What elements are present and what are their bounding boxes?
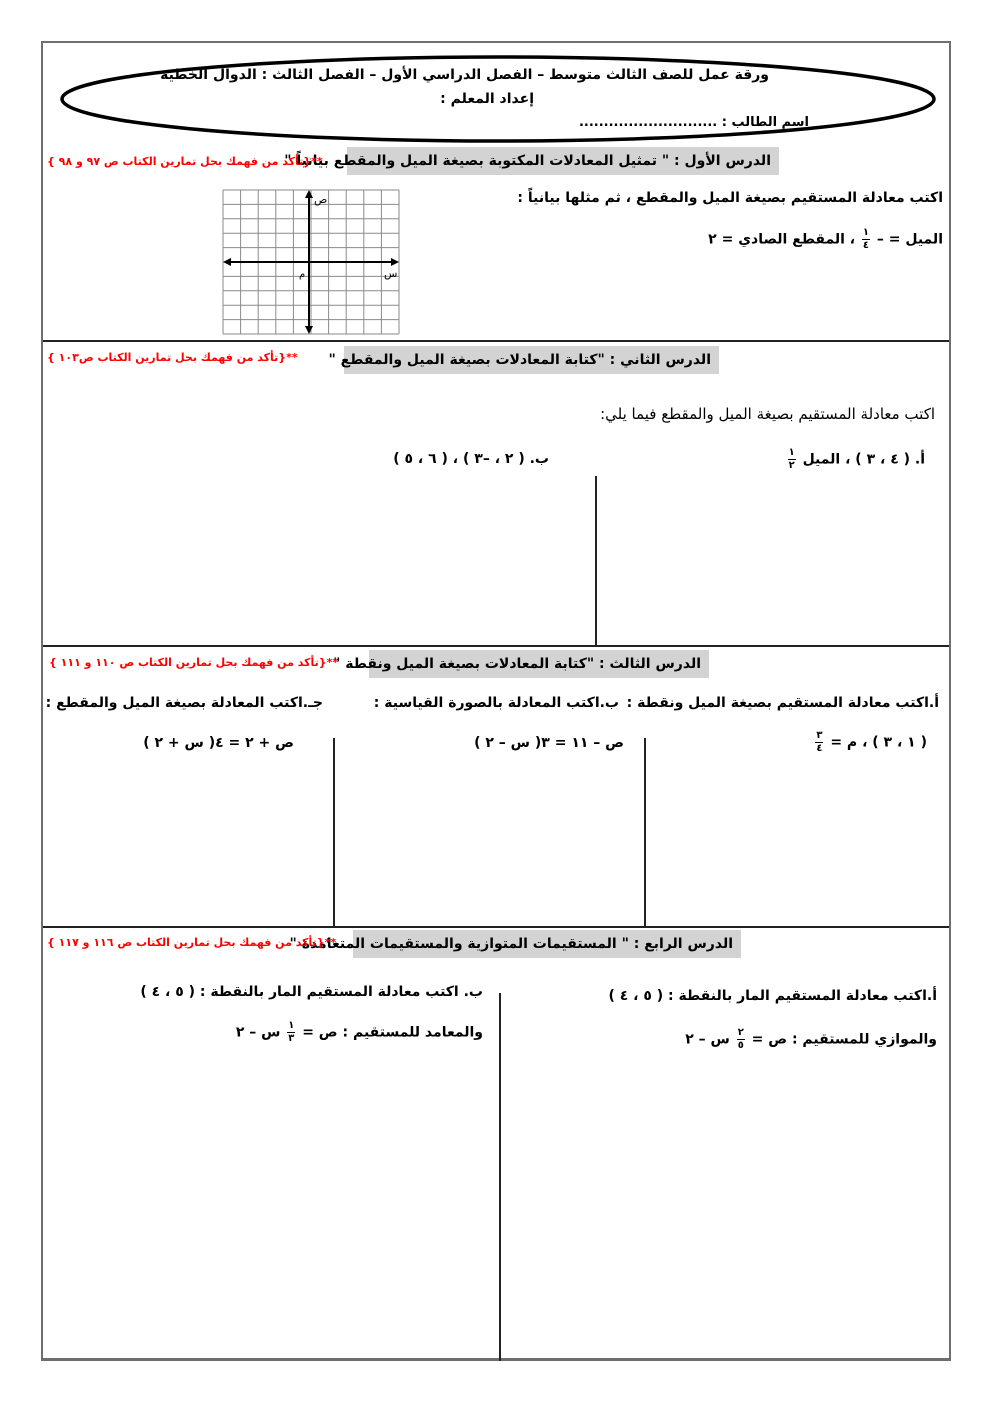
lesson-1-givens — [708, 228, 943, 251]
lesson-4-part-b-eq: والمعامد للمستقيم : ص = $\frac{١}{٣}$ س – ٢ — [235, 1020, 483, 1044]
lesson-3-divider-left — [333, 738, 335, 928]
lesson-4-hint: **{تأكد من فهمك بحل تمارين الكتاب ص ١١٦ و ١١٧ } — [47, 936, 337, 949]
lesson-3-divider-right — [644, 738, 646, 928]
lesson-3-part-a-eq: ( ١ ، ٣ ) ، م = $\frac{٣}{٤}$ — [816, 730, 927, 754]
student-name-dots: ............................ — [578, 115, 718, 130]
x-axis-arrow-right — [391, 258, 399, 266]
lesson-2-title: الدرس الثاني : "كتابة المعادلات بصيغة الميل والمقطع " — [344, 346, 719, 374]
teacher-label: إعداد المعلم : — [440, 91, 534, 107]
divider-lesson-2 — [43, 645, 949, 647]
slope-fraction: $\frac{١}{٤}$ — [862, 227, 870, 251]
lesson-3-part-c-eq: ص + ٢ = ٤( س + ٢ ) — [143, 735, 294, 751]
intercept-text: ، المقطع الصادي = ٢ — [708, 231, 856, 248]
origin-label: م — [299, 269, 306, 280]
lesson-2-column-divider — [595, 476, 597, 646]
lesson-2-part-a: أ. ( ٤ ، ٣ ) ، الميل $\frac{١}{٢}$ — [788, 447, 925, 471]
lesson-1-instruction: اكتب معادلة المستقيم بصيغة الميل والمقطع ، ثم مثلها بيانياً : — [517, 190, 943, 206]
lesson-3-title: الدرس الثالث : "كتابة المعادلات بصيغة الميل ونقطة " — [369, 650, 709, 678]
lesson-3-hint: **{تأكد من فهمك بحل تمارين الكتاب ص ١١٠ و ١١١ } — [49, 656, 339, 669]
y-axis-arrow-up — [305, 190, 313, 198]
lesson-4-part-a-eq: والموازي للمستقيم : ص = $\frac{٢}{٥}$ س – ٢ — [685, 1027, 937, 1051]
student-name-label: اسم الطالب : — [721, 115, 809, 130]
lesson-2-instruction: اكتب معادلة المستقيم بصيغة الميل والمقطع فيما يلي: — [600, 405, 935, 423]
worksheet-page — [41, 41, 951, 1361]
y-axis-label: ص — [314, 193, 328, 206]
lesson-4-title: الدرس الرابع : " المستقيمات المتوازية والمستقيمات المتعامدة " — [353, 930, 741, 958]
part-a-slope-fraction: $\frac{١}{٢}$ — [788, 447, 795, 471]
lesson-3-part-c-label: جـ.اكتب المعادلة بصيغة الميل والمقطع : — [45, 695, 323, 711]
divider-lesson-1 — [43, 340, 949, 342]
x-axis-label: س — [384, 267, 398, 280]
lesson-3-part-b-label: ب.اكتب المعادلة بالصورة القياسية : — [373, 695, 619, 711]
worksheet-title: ورقة عمل للصف الثالث متوسط – الفصل الدراسي الأول – الفصل الثالث : الدوال الخطية — [160, 67, 769, 83]
lesson-3-part-b-eq: ص – ١١ = ٣( س – ٢ ) — [474, 735, 624, 751]
coordinate-grid[interactable] — [221, 189, 401, 335]
lesson-4-part-b-label: ب. اكتب معادلة المستقيم المار بالنقطة : ( ٥ ، ٤ ) — [140, 984, 483, 1000]
lesson-3-part-a-label: أ.اكتب معادلة المستقيم بصيغة الميل ونقطة : — [626, 695, 939, 711]
y-axis-arrow-down — [305, 326, 313, 334]
lesson-2-hint: **{تأكد من فهمك بحل تمارين الكتاب ص١٠٣ } — [47, 351, 298, 364]
student-name-field[interactable] — [579, 115, 809, 130]
slope-label: الميل = — [888, 231, 943, 248]
slope-sign: – — [876, 231, 884, 248]
lesson-1-title: الدرس الأول : " تمثيل المعادلات المكتوبة بصيغة الميل والمقطع بيانياً " — [347, 147, 779, 175]
x-axis-arrow-left — [223, 258, 231, 266]
lesson-2-part-b: ب. ( ٢ ، –٣ ) ، ( ٦ ، ٥ ) — [393, 451, 549, 467]
lesson-4-part-a-label: أ.اكتب معادلة المستقيم المار بالنقطة : ( ٥ ، ٤ ) — [608, 988, 937, 1004]
lesson-4-column-divider — [499, 993, 501, 1361]
lesson-1-hint: **{تأكد من فهمك بحل تمارين الكتاب ص ٩٧ و ٩٨ } — [47, 155, 323, 168]
divider-lesson-3 — [43, 926, 949, 928]
